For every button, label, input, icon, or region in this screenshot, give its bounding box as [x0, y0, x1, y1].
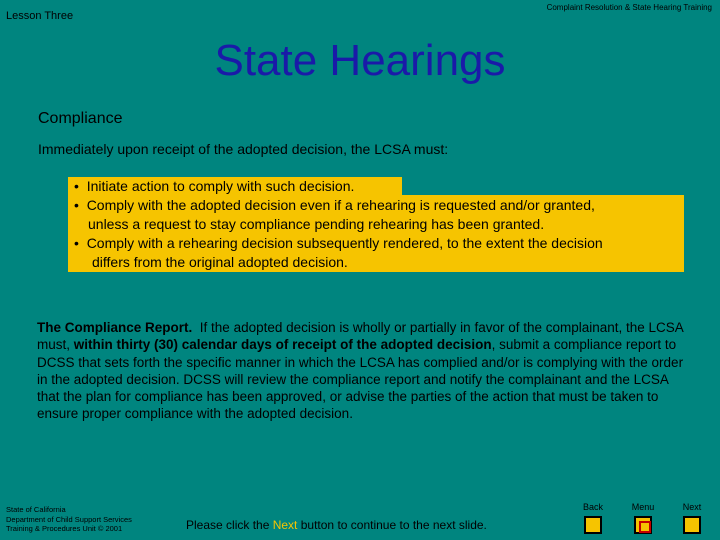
org-line: Department of Child Support Services: [6, 514, 132, 524]
next-highlight: Next: [272, 518, 298, 532]
back-button[interactable]: [584, 516, 602, 534]
course-title: Complaint Resolution & State Hearing Training: [546, 3, 712, 12]
next-label: Next: [682, 502, 702, 512]
bullet-text: Initiate action to comply with such decision.: [86, 178, 355, 194]
report-heading: The Compliance Report.: [37, 320, 193, 335]
footer-organization: [6, 505, 132, 534]
next-button[interactable]: [683, 516, 701, 534]
org-line: State of California: [6, 505, 66, 514]
menu-button[interactable]: [634, 516, 652, 534]
intro-text: Immediately upon receipt of the adopted decision, the LCSA must:: [38, 141, 449, 157]
bullet-text: Comply with a rehearing decision subsequently rendered, to the extent the decision: [86, 235, 603, 251]
bullet-item: [74, 178, 354, 194]
report-deadline: within thirty (30) calendar days of receipt of the adopted decision: [73, 337, 492, 353]
report-text: If the adopted decision is wholly or partially in favor of the complainant, the LCSA must,: [37, 320, 684, 353]
menu-label: Menu: [631, 502, 655, 512]
bullet-item: [74, 235, 603, 251]
bullet-dot: •: [74, 197, 87, 213]
section-heading: Compliance: [38, 110, 123, 127]
report-text: , submit a compliance report to DCSS that sets forth the specific manner in which the LCSA has complied and/or is complying with the order in the adopted decision. DCSS will review the compliance report and notify the complainant and the LCSA that the plan for compliance has been approved, or advise the parties of the action that must be taken to ensure proper compliance with the adopted decision.: [37, 337, 684, 422]
menu-icon: [639, 521, 651, 533]
back-label: Back: [582, 502, 603, 512]
bullet-continuation: unless a request to stay compliance pending rehearing has been granted.: [88, 216, 545, 232]
bullet-dot: •: [74, 235, 87, 251]
bullet-continuation: differs from the original adopted decision.: [92, 254, 348, 270]
slide-title: State Hearings: [214, 36, 506, 85]
lesson-label: Lesson Three: [6, 10, 74, 22]
bullet-dot: •: [74, 178, 87, 194]
compliance-report-paragraph: [37, 319, 689, 423]
org-line: Training & Procedures Unit © 2001: [6, 524, 123, 533]
navigation-instruction: Please click the Next button to continue to the next slide.: [186, 518, 487, 532]
bullet-text: Comply with the adopted decision even if a rehearing is requested and/or granted,: [86, 197, 595, 213]
bullet-item: [74, 197, 595, 213]
